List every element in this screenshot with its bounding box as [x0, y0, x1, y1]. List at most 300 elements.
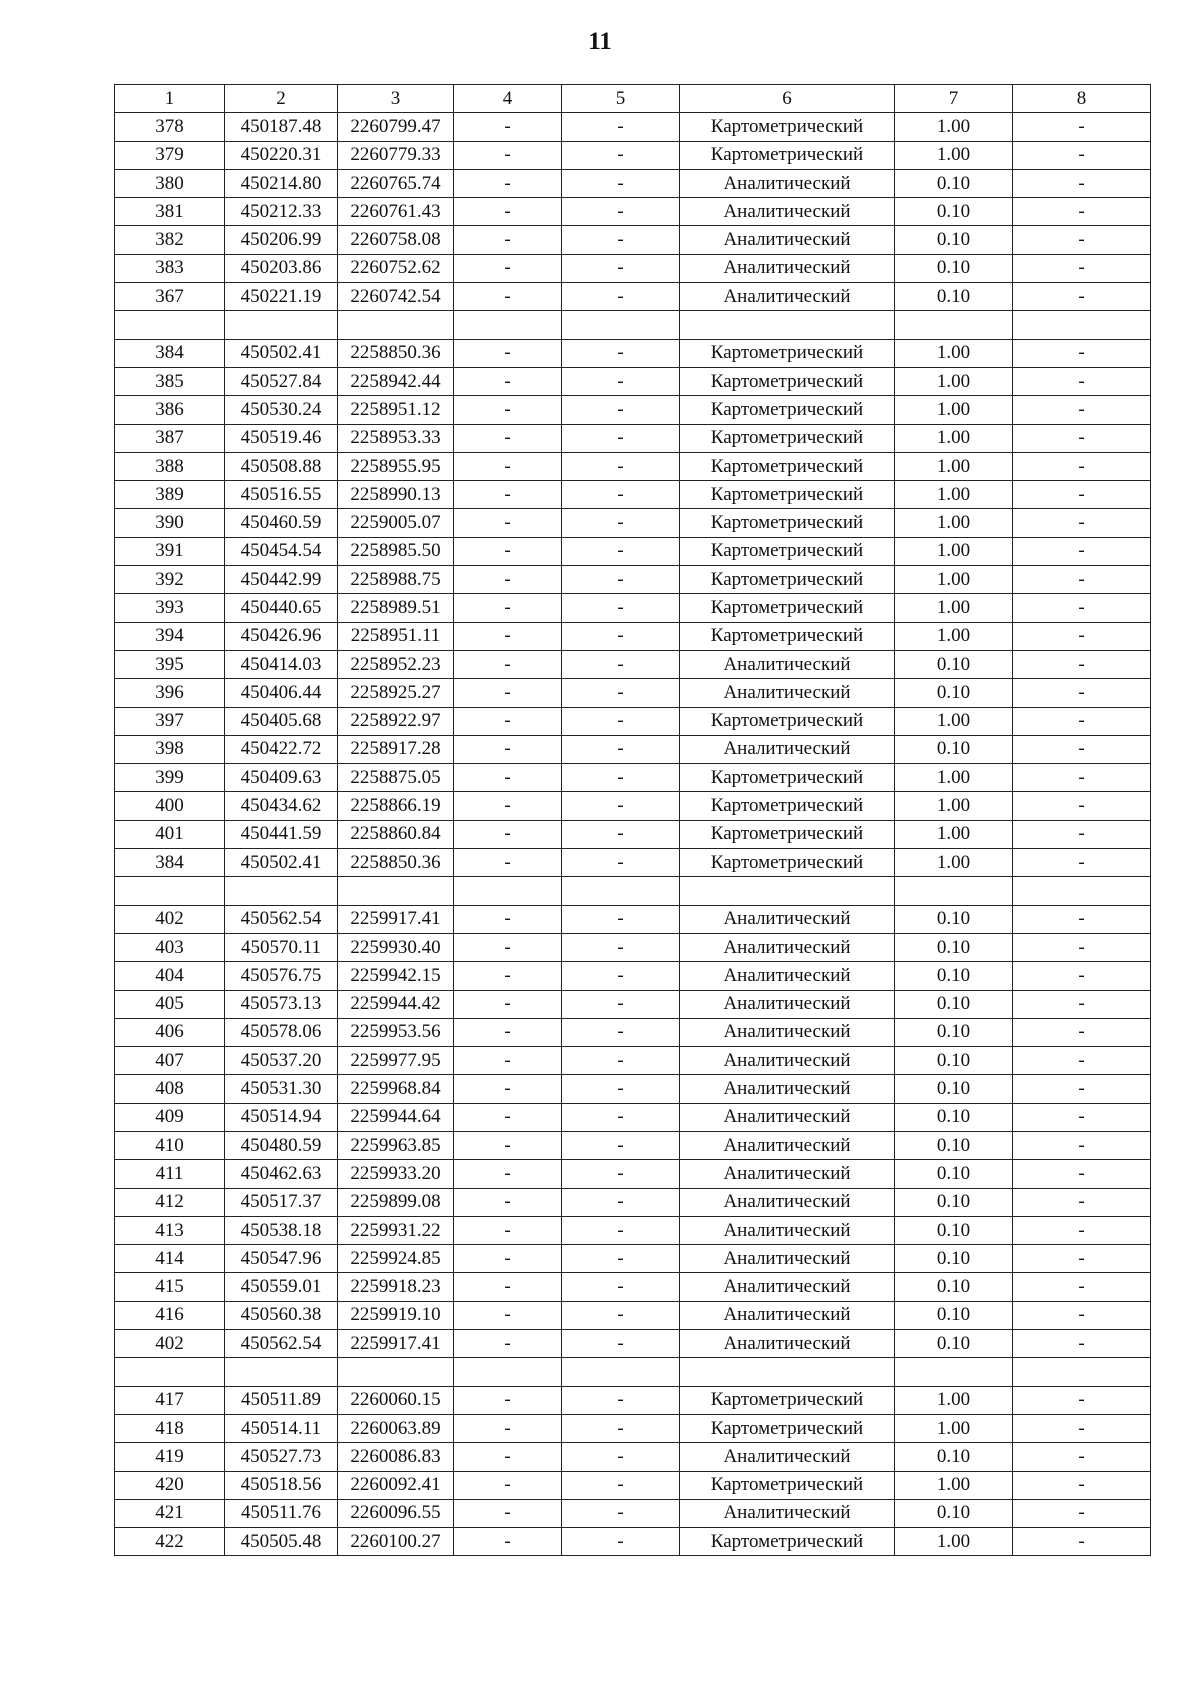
table-cell: 450508.88 [225, 452, 338, 480]
table-cell: 2258850.36 [338, 339, 454, 367]
table-row [115, 424, 1151, 452]
table-cell: 450441.59 [225, 820, 338, 848]
table-row [115, 1414, 1151, 1442]
table-row [115, 1245, 1151, 1273]
table-cell: 402 [115, 905, 225, 933]
table-cell: 388 [115, 452, 225, 480]
table-cell: 450462.63 [225, 1160, 338, 1188]
table-cell: - [454, 764, 562, 792]
table-cell: - [562, 141, 680, 169]
table-cell: 450511.89 [225, 1386, 338, 1414]
table-cell: Аналитический [680, 1018, 895, 1046]
table-cell: 450440.65 [225, 594, 338, 622]
table-cell: - [454, 169, 562, 197]
table-cell [680, 1358, 895, 1386]
table-cell: 450442.99 [225, 566, 338, 594]
table-cell [115, 877, 225, 905]
table-cell: - [454, 113, 562, 141]
table-cell: Картометрический [680, 707, 895, 735]
table-cell: 450460.59 [225, 509, 338, 537]
table-cell: - [562, 226, 680, 254]
table-cell: 2259944.64 [338, 1103, 454, 1131]
table-cell: - [562, 169, 680, 197]
table-cell: Аналитический [680, 1216, 895, 1244]
table-cell: 1.00 [895, 1414, 1013, 1442]
table-cell: 2258922.97 [338, 707, 454, 735]
table-cell: Картометрический [680, 113, 895, 141]
table-row [115, 764, 1151, 792]
table-cell: 1.00 [895, 1528, 1013, 1556]
table-cell [680, 877, 895, 905]
table-cell: 2258860.84 [338, 820, 454, 848]
header-cell: 4 [454, 85, 562, 113]
header-cell: 2 [225, 85, 338, 113]
table-cell: - [562, 905, 680, 933]
table-cell: - [1013, 1301, 1151, 1329]
table-cell: 2260779.33 [338, 141, 454, 169]
table-row [115, 849, 1151, 877]
table-cell: 393 [115, 594, 225, 622]
table-cell [680, 311, 895, 339]
table-cell: - [562, 396, 680, 424]
table-cell: - [454, 735, 562, 763]
table-cell: 395 [115, 650, 225, 678]
table-cell: - [562, 1188, 680, 1216]
table-cell: 2258866.19 [338, 792, 454, 820]
table-cell: - [562, 566, 680, 594]
table-cell: 2258955.95 [338, 452, 454, 480]
table-cell: 2259924.85 [338, 1245, 454, 1273]
table-cell: 450214.80 [225, 169, 338, 197]
table-cell: 403 [115, 933, 225, 961]
table-cell: 2258875.05 [338, 764, 454, 792]
table-cell: 2258925.27 [338, 679, 454, 707]
table-cell: - [1013, 481, 1151, 509]
table-cell: 0.10 [895, 1443, 1013, 1471]
table-cell: - [1013, 424, 1151, 452]
table-cell: - [454, 481, 562, 509]
table-cell: 2258990.13 [338, 481, 454, 509]
table-cell: - [562, 1499, 680, 1527]
table-cell: 450511.76 [225, 1499, 338, 1527]
table-cell: 0.10 [895, 1301, 1013, 1329]
table-cell: 0.10 [895, 1188, 1013, 1216]
table-cell: 385 [115, 367, 225, 395]
table-cell: Картометрический [680, 1386, 895, 1414]
table-cell: 450187.48 [225, 113, 338, 141]
table-cell: Аналитический [680, 1188, 895, 1216]
table-row [115, 339, 1151, 367]
table-cell [225, 1358, 338, 1386]
table-cell: - [454, 933, 562, 961]
table-cell: 0.10 [895, 1103, 1013, 1131]
table-cell: Аналитический [680, 905, 895, 933]
table-cell: - [562, 283, 680, 311]
table-cell: 0.10 [895, 990, 1013, 1018]
table-cell: - [454, 990, 562, 1018]
table-cell [225, 877, 338, 905]
table-cell [895, 1358, 1013, 1386]
table-cell: 1.00 [895, 424, 1013, 452]
table-cell: - [1013, 1443, 1151, 1471]
table-cell: - [562, 1103, 680, 1131]
table-cell: - [454, 1216, 562, 1244]
table-row [115, 905, 1151, 933]
table-cell: 450517.37 [225, 1188, 338, 1216]
table-cell: 2259005.07 [338, 509, 454, 537]
table-cell: Аналитический [680, 735, 895, 763]
table-cell: 1.00 [895, 849, 1013, 877]
table-cell: - [454, 707, 562, 735]
table-cell: 420 [115, 1471, 225, 1499]
table-cell: 450538.18 [225, 1216, 338, 1244]
table-row [115, 481, 1151, 509]
table-cell: 2258951.11 [338, 622, 454, 650]
table-cell: - [1013, 1160, 1151, 1188]
table-cell: Аналитический [680, 226, 895, 254]
table-cell: 450221.19 [225, 283, 338, 311]
table-cell: 450405.68 [225, 707, 338, 735]
table-cell: - [562, 1047, 680, 1075]
table-cell: 0.10 [895, 650, 1013, 678]
table-cell: Аналитический [680, 1301, 895, 1329]
table-row [115, 1528, 1151, 1556]
table-cell: - [1013, 735, 1151, 763]
table-cell: Аналитический [680, 933, 895, 961]
table-cell: 450527.73 [225, 1443, 338, 1471]
table-cell: 384 [115, 339, 225, 367]
header-cell: 8 [1013, 85, 1151, 113]
table-cell: 379 [115, 141, 225, 169]
table-cell: - [1013, 1471, 1151, 1499]
table-cell: Картометрический [680, 481, 895, 509]
table-cell: 0.10 [895, 1075, 1013, 1103]
table-cell: Аналитический [680, 1103, 895, 1131]
table-cell: - [454, 283, 562, 311]
table-body [115, 85, 1151, 1556]
table-cell: - [454, 849, 562, 877]
table-cell: - [454, 452, 562, 480]
table-cell: Аналитический [680, 1443, 895, 1471]
table-cell: 450516.55 [225, 481, 338, 509]
table-row [115, 1499, 1151, 1527]
table-cell: 1.00 [895, 339, 1013, 367]
table-cell: Картометрический [680, 424, 895, 452]
table-cell: - [454, 1188, 562, 1216]
table-row [115, 735, 1151, 763]
table-row [115, 962, 1151, 990]
table-row [115, 537, 1151, 565]
table-cell: 2259931.22 [338, 1216, 454, 1244]
table-cell [338, 1358, 454, 1386]
table-cell: 422 [115, 1528, 225, 1556]
table-cell: - [562, 339, 680, 367]
table-cell: - [1013, 509, 1151, 537]
table-cell: 450531.30 [225, 1075, 338, 1103]
table-cell: - [562, 1075, 680, 1103]
table-cell: Аналитический [680, 198, 895, 226]
table-cell: Картометрический [680, 141, 895, 169]
table-cell: 380 [115, 169, 225, 197]
table-cell: - [454, 820, 562, 848]
table-cell: 405 [115, 990, 225, 1018]
table-cell: 1.00 [895, 481, 1013, 509]
table-cell: 0.10 [895, 226, 1013, 254]
table-cell: 2260758.08 [338, 226, 454, 254]
table-cell: Картометрический [680, 820, 895, 848]
table-cell: 2258988.75 [338, 566, 454, 594]
table-cell: 2258942.44 [338, 367, 454, 395]
table-row [115, 1301, 1151, 1329]
table-cell: Картометрический [680, 537, 895, 565]
table-cell: Картометрический [680, 339, 895, 367]
header-cell: 3 [338, 85, 454, 113]
table-row [115, 1273, 1151, 1301]
table-cell: Картометрический [680, 1414, 895, 1442]
table-cell: 402 [115, 1330, 225, 1358]
table-cell: - [1013, 537, 1151, 565]
table-cell: 0.10 [895, 1273, 1013, 1301]
table-cell: - [454, 1386, 562, 1414]
table-row [115, 1018, 1151, 1046]
table-cell: 2260060.15 [338, 1386, 454, 1414]
table-cell: 367 [115, 283, 225, 311]
table-row [115, 792, 1151, 820]
table-cell: 382 [115, 226, 225, 254]
table-cell: 1.00 [895, 113, 1013, 141]
separator-row [115, 877, 1151, 905]
table-cell: 2258989.51 [338, 594, 454, 622]
separator-row [115, 311, 1151, 339]
table-cell: 450220.31 [225, 141, 338, 169]
table-cell: 2259918.23 [338, 1273, 454, 1301]
table-cell: - [1013, 1499, 1151, 1527]
table-cell: 0.10 [895, 1131, 1013, 1159]
table-cell: 414 [115, 1245, 225, 1273]
table-cell [895, 877, 1013, 905]
table-cell: - [1013, 396, 1151, 424]
table-cell: - [454, 1245, 562, 1273]
table-cell: - [454, 1471, 562, 1499]
table-cell [562, 877, 680, 905]
table-cell: 2258952.23 [338, 650, 454, 678]
table-cell: - [562, 1245, 680, 1273]
table-cell: Аналитический [680, 1245, 895, 1273]
table-cell: 419 [115, 1443, 225, 1471]
table-cell: 450573.13 [225, 990, 338, 1018]
table-cell: - [562, 1414, 680, 1442]
table-cell: - [454, 1330, 562, 1358]
header-cell: 5 [562, 85, 680, 113]
table-cell: 450514.11 [225, 1414, 338, 1442]
table-cell: 2260752.62 [338, 254, 454, 282]
table-cell: - [1013, 113, 1151, 141]
table-cell: 450502.41 [225, 849, 338, 877]
table-cell: 450519.46 [225, 424, 338, 452]
table-cell [115, 311, 225, 339]
table-cell: 450570.11 [225, 933, 338, 961]
table-cell: 397 [115, 707, 225, 735]
table-cell: - [1013, 1188, 1151, 1216]
table-row [115, 226, 1151, 254]
table-cell: - [454, 792, 562, 820]
table-cell [1013, 311, 1151, 339]
table-cell: 394 [115, 622, 225, 650]
table-cell: - [1013, 1414, 1151, 1442]
table-cell: - [562, 1330, 680, 1358]
table-cell [1013, 877, 1151, 905]
table-cell: 399 [115, 764, 225, 792]
table-cell: 416 [115, 1301, 225, 1329]
table-cell: 2259963.85 [338, 1131, 454, 1159]
table-cell: Аналитический [680, 1160, 895, 1188]
table-cell: - [1013, 367, 1151, 395]
table-cell: Картометрический [680, 1471, 895, 1499]
coordinates-table [114, 84, 1151, 1556]
table-row [115, 933, 1151, 961]
table-cell: - [1013, 1386, 1151, 1414]
table-cell: - [1013, 254, 1151, 282]
table-cell: 2260742.54 [338, 283, 454, 311]
table-cell: - [454, 622, 562, 650]
table-cell: - [562, 1160, 680, 1188]
table-cell: Аналитический [680, 679, 895, 707]
table-cell: 1.00 [895, 396, 1013, 424]
table-cell: 0.10 [895, 933, 1013, 961]
table-row [115, 1330, 1151, 1358]
table-cell: - [1013, 707, 1151, 735]
table-cell: 450559.01 [225, 1273, 338, 1301]
table-cell: 401 [115, 820, 225, 848]
table-cell: 450502.41 [225, 339, 338, 367]
table-cell: - [562, 1443, 680, 1471]
table-cell: 2258951.12 [338, 396, 454, 424]
table-cell: 2260799.47 [338, 113, 454, 141]
table-cell: 450406.44 [225, 679, 338, 707]
table-cell: 392 [115, 566, 225, 594]
table-cell: 1.00 [895, 707, 1013, 735]
table-cell: Аналитический [680, 254, 895, 282]
table-cell: 450203.86 [225, 254, 338, 282]
table-cell: 2259917.41 [338, 905, 454, 933]
table-cell: - [1013, 1018, 1151, 1046]
table-cell: - [454, 962, 562, 990]
separator-row [115, 1358, 1151, 1386]
table-cell: Аналитический [680, 650, 895, 678]
table-cell: 1.00 [895, 1386, 1013, 1414]
table-cell: 2258985.50 [338, 537, 454, 565]
table-cell: 408 [115, 1075, 225, 1103]
table-cell: Картометрический [680, 764, 895, 792]
table-cell: - [1013, 1103, 1151, 1131]
table-row [115, 650, 1151, 678]
table-cell: - [1013, 990, 1151, 1018]
table-row [115, 622, 1151, 650]
table-cell: Картометрический [680, 1528, 895, 1556]
table-cell: 0.10 [895, 905, 1013, 933]
table-row [115, 367, 1151, 395]
table-cell [895, 311, 1013, 339]
table-cell: 2259942.15 [338, 962, 454, 990]
table-cell: 0.10 [895, 169, 1013, 197]
table-cell: 450530.24 [225, 396, 338, 424]
table-cell [454, 877, 562, 905]
table-cell: - [1013, 650, 1151, 678]
table-cell: 450480.59 [225, 1131, 338, 1159]
table-cell: 2259919.10 [338, 1301, 454, 1329]
table-row [115, 169, 1151, 197]
table-cell: - [562, 679, 680, 707]
table-cell: 2259968.84 [338, 1075, 454, 1103]
table-cell: - [562, 792, 680, 820]
table-row [115, 198, 1151, 226]
table-cell: - [562, 537, 680, 565]
table-cell: Аналитический [680, 990, 895, 1018]
table-cell: 1.00 [895, 764, 1013, 792]
table-cell: 407 [115, 1047, 225, 1075]
table-cell: - [562, 990, 680, 1018]
table-cell [115, 1358, 225, 1386]
table-cell: 1.00 [895, 820, 1013, 848]
table-cell: 450505.48 [225, 1528, 338, 1556]
table-cell: - [454, 905, 562, 933]
table-cell: - [562, 367, 680, 395]
table-cell: - [1013, 1216, 1151, 1244]
table-cell: 450537.20 [225, 1047, 338, 1075]
table-cell: Картометрический [680, 452, 895, 480]
table-cell: 406 [115, 1018, 225, 1046]
table-cell: - [454, 1018, 562, 1046]
table-cell: Картометрический [680, 367, 895, 395]
table-cell: 450527.84 [225, 367, 338, 395]
table-cell: - [562, 424, 680, 452]
table-cell: Аналитический [680, 1499, 895, 1527]
table-cell: 2258953.33 [338, 424, 454, 452]
table-cell: - [454, 1131, 562, 1159]
table-row [115, 254, 1151, 282]
table-cell: - [454, 1103, 562, 1131]
table-cell: - [1013, 764, 1151, 792]
table-cell: 1.00 [895, 367, 1013, 395]
table-cell: 390 [115, 509, 225, 537]
table-cell: 384 [115, 849, 225, 877]
table-cell: 409 [115, 1103, 225, 1131]
table-cell: 450514.94 [225, 1103, 338, 1131]
table-cell: 417 [115, 1386, 225, 1414]
table-cell: 2259899.08 [338, 1188, 454, 1216]
table-cell: 1.00 [895, 622, 1013, 650]
table-cell: 450409.63 [225, 764, 338, 792]
table-cell: - [1013, 141, 1151, 169]
table-cell: 2259917.41 [338, 1330, 454, 1358]
table-row [115, 594, 1151, 622]
table-cell: 0.10 [895, 198, 1013, 226]
table-cell: 0.10 [895, 962, 1013, 990]
table-cell: 450518.56 [225, 1471, 338, 1499]
table-cell: - [1013, 1131, 1151, 1159]
table-cell: - [454, 1047, 562, 1075]
table-cell: 396 [115, 679, 225, 707]
table-cell: - [1013, 933, 1151, 961]
table-cell: 2260092.41 [338, 1471, 454, 1499]
table-cell [454, 311, 562, 339]
header-cell: 1 [115, 85, 225, 113]
table-cell: - [1013, 849, 1151, 877]
table-cell: 0.10 [895, 679, 1013, 707]
table-cell: 450578.06 [225, 1018, 338, 1046]
table-cell: 381 [115, 198, 225, 226]
table-cell: - [454, 537, 562, 565]
